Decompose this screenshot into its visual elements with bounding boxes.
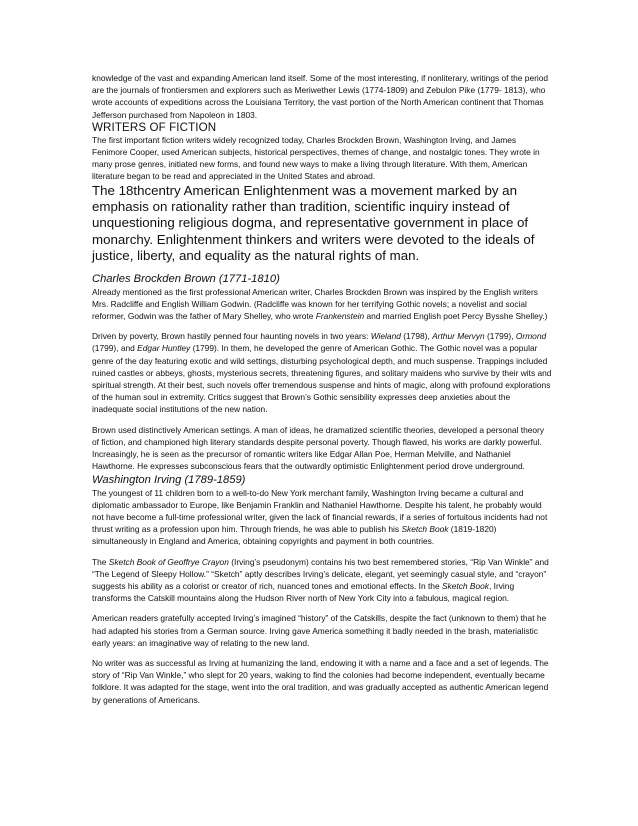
book-title-frankenstein: Frankenstein — [315, 311, 365, 322]
writers-of-fiction-paragraph: The first important fiction writers widely recognized today, Charles Brockden Brown, Washington Irving, and James Fenimore Cooper, used American subjects, historical perspectives, themes of change, and nostalgic tones. They wrote in many prose genres, initiated new forms, and found new ways to make a living through literature. With them, American literature began to be read and appreciated in the United States and abroad. — [92, 134, 540, 182]
section-heading-writers-of-fiction: WRITERS OF FICTION — [92, 120, 217, 134]
author-heading-brown: Charles Brockden Brown (1771-1810) — [92, 272, 280, 285]
book-title-sketch-book: Sketch Book — [441, 580, 489, 591]
brown-paragraph-3: Brown used distinctively American settings. A man of ideas, he dramatized scientific theories, developed a personal theory of fiction, and championed high literary standards despite personal poverty. Though flawed, his works are darkly powerful. Increasingly, he is seen as the precursor of romantic writers like Edgar Allan Poe, Herman Melville, and Nathaniel Hawthorne. He expresses subconscious fears that the outwardly optimistic Enlightenment period drove underground. — [92, 424, 545, 472]
irving-paragraph-2: The Sketch Book of Geoffrye Crayon (Irving’s pseudonym) contains his two best remembered stories, “Rip Van Winkle” and “The Legend of Sleepy Hollow.” “Sketch” aptly describes Irving’s delicate, elegant, yet seemingly casual style, and “crayon” suggests his ability as a colorist or creator of rich, nuanced tones and emotional effects. In the Sketch Book, Irving transforms the Catskill mountains along the Hudson River north of New York City into a fabulous, magical region. — [92, 556, 549, 604]
book-title-sketch-book-of-geoffrye-crayon: Sketch Book of Geoffrye Crayon — [108, 556, 229, 567]
brown-paragraph-1: Already mentioned as the first professional American writer, Charles Brockden Brown was inspired by the English writers Mrs. Radcliffe and English William Godwin. (Radcliffe was known for her terrifying Gothic novels; a novelist and social reformer, Godwin was the father of Mary Shelley, who wrote Frankenstein and married English poet Percy Bysshe Shelley.) — [92, 286, 548, 322]
book-title-edgar-huntley: Edgar Huntley — [137, 343, 191, 354]
book-title-ormond: Ormond — [515, 331, 547, 342]
book-title-arthur-mervyn: Arthur Mervyn — [432, 331, 485, 342]
enlightenment-statement: The 18thcentry American Enlightenment was a movement marked by an emphasis on rationality rather than tradition, scientific inquiry instead of unquestioning religious dogma, and representative government in place of monarchy. Enlightenment thinkers and writers were devoted to the ideals of justice, liberty, and equality as the natural rights of man. — [92, 182, 535, 264]
irving-paragraph-3: American readers gratefully accepted Irving’s imagined “history” of the Catskills, despite the fact (unknown to them) that he had adapted his stories from a German source. Irving gave America something it badly needed in the brash, materialistic early years: an imaginative way of relating to the new land. — [92, 613, 547, 648]
author-heading-irving: Washington Irving (1789-1859) — [92, 473, 246, 486]
irving-paragraph-1: The youngest of 11 children born to a well-to-do New York merchant family, Washington Irving became a cultural and diplomatic ambassador to Europe, like Benjamin Franklin and Nathaniel Hawthorne. Despite his talent, he probably would not have become a full-time professional writer, given the lack of financial rewards, if a series of fortuitous incidents had not thrust writing as a profession upon him. Through friends, he was able to publish his Sketch Book (1819-1820) simultaneously in England and America, obtaining copyrights and payment in both countries. — [92, 487, 548, 547]
book-title-sketch-book: Sketch Book — [401, 524, 449, 535]
irving-paragraph-4: No writer was as successful as Irving at humanizing the land, endowing it with a name and a face and a set of legends. The story of “Rip Van Winkle,” who slept for 20 years, waking to find the colonies had become independent, eventually became folklore. It was adapted for the stage, went into the oral tradition, and was gradually accepted as authentic American legend by generations of Americans. — [92, 657, 549, 705]
intro-paragraph: knowledge of the vast and expanding American land itself. Some of the most interesting, if nonliterary, writings of the period are the journals of frontiersmen and explorers such as Meriwether Lewis (1774-1809) and Zebulon Pike (1779- 1813), who wrote accounts of expeditions across the Louisiana Territory, the vast portion of the North American continent that Thomas Jefferson purchased from Napoleon in 1803. — [92, 73, 549, 120]
book-title-wieland: Wieland — [370, 331, 401, 342]
brown-paragraph-2: Driven by poverty, Brown hastily penned four haunting novels in two years: Wieland (1798), Arthur Mervyn (1799), Ormond (1799), and Edgar Huntley (1799). In them, he developed the genre of American Gothic. The Gothic novel was a popular genre of the day featuring exotic and wild settings, disturbing psychological depth, and much suspense. Trappings included ruined castles or abbeys, ghosts, mysterious secrets, threatening figures, and solitary maidens who survive by their wits and spiritual strength. At their best, such novels offer tremendous suspense and hints of magic, along with profound explorations of the human soul in extremity. Critics suggest that Brown’s Gothic sensibility expresses deep anxieties about the inadequate social institutions of the new nation. — [92, 331, 552, 415]
document-page — [92, 72, 552, 706]
